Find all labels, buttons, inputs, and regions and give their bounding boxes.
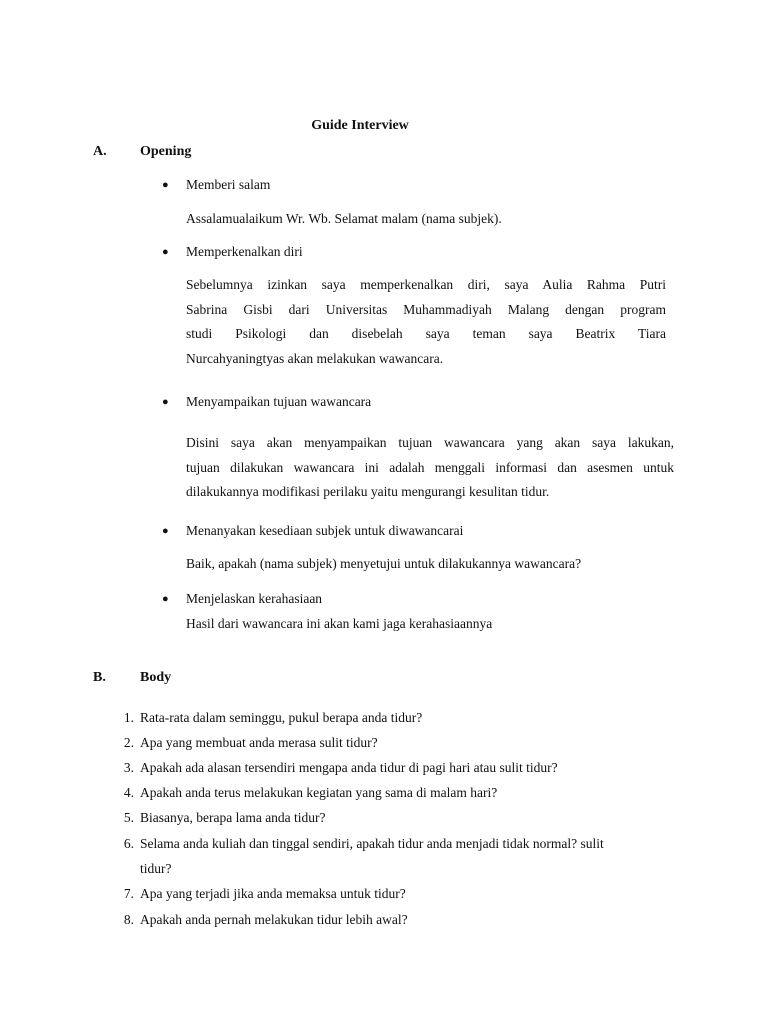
paragraph-line: Sabrina Gisbi dari Universitas Muhammadiyah Malang dengan program (186, 301, 666, 317)
paragraph-line: tujuan dilakukan wawancara ini adalah menggali informasi dan asesmen untuk (186, 459, 674, 475)
item-confidentiality-label: Menjelaskan kerahasiaan (186, 591, 323, 606)
section-b-letter: B. (93, 670, 106, 685)
question-text-continuation: tidur? (140, 861, 172, 876)
section-a-heading: Opening (140, 144, 192, 159)
question-text: Selama anda kuliah dan tinggal sendiri, apakah tidur anda menjadi tidak normal? sulit (140, 836, 604, 851)
question-number: 8. (123, 912, 134, 927)
question-text: Biasanya, berapa lama anda tidur? (140, 810, 326, 825)
section-b-heading: Body (140, 670, 172, 685)
question-text: Apakah anda pernah melakukan tidur lebih awal? (140, 912, 408, 927)
paragraph-line: Disini saya akan menyampaikan tujuan wawancara yang akan saya lakukan, (186, 435, 674, 450)
item-greeting-label: Memberi salam (186, 177, 271, 192)
question-number: 4. (123, 785, 134, 800)
question-number: 5. (123, 810, 134, 825)
bullet-icon: ● (162, 246, 169, 258)
question-number: 1. (123, 710, 134, 725)
question-text: Apakah anda terus melakukan kegiatan yang sama di malam hari? (140, 785, 498, 800)
bullet-icon: ● (162, 593, 169, 605)
paragraph-line: Nurcahyaningtyas akan melakukan wawancara. (186, 350, 444, 366)
question-number: 6. (123, 836, 134, 851)
question-text: Apa yang terjadi jika anda memaksa untuk tidur? (140, 886, 406, 901)
section-a-letter: A. (93, 144, 107, 159)
item-greeting-text: Assalamualaikum Wr. Wb. Selamat malam (nama subjek). (186, 211, 502, 226)
question-number: 7. (123, 886, 134, 901)
bullet-icon: ● (162, 179, 169, 191)
question-text: Apakah ada alasan tersendiri mengapa anda tidur di pagi hari atau sulit tidur? (140, 760, 558, 775)
question-number: 2. (123, 735, 134, 750)
question-text: Rata-rata dalam seminggu, pukul berapa anda tidur? (140, 710, 423, 725)
item-introduction-label: Memperkenalkan diri (186, 244, 303, 259)
paragraph-line: studi Psikologi dan disebelah saya teman saya Beatrix Tiara (186, 326, 666, 341)
item-consent-text: Baik, apakah (nama subjek) menyetujui untuk dilakukannya wawancara? (186, 556, 582, 571)
item-purpose-paragraph (186, 431, 674, 505)
item-purpose-label: Menyampaikan tujuan wawancara (186, 394, 372, 409)
document-title: Guide Interview (311, 118, 409, 133)
bullet-icon: ● (162, 396, 169, 408)
question-number: 3. (123, 760, 134, 775)
item-introduction-paragraph (186, 273, 666, 371)
item-confidentiality-text: Hasil dari wawancara ini akan kami jaga kerahasiaannya (186, 616, 493, 631)
bullet-icon: ● (162, 525, 169, 537)
item-consent-label: Menanyakan kesediaan subjek untuk diwawancarai (186, 523, 464, 538)
paragraph-line: Sebelumnya izinkan saya memperkenalkan diri, saya Aulia Rahma Putri (186, 277, 666, 292)
question-text: Apa yang membuat anda merasa sulit tidur? (140, 735, 378, 750)
paragraph-line: dilakukannya modifikasi perilaku yaitu mengurangi kesulitan tidur. (186, 484, 550, 499)
